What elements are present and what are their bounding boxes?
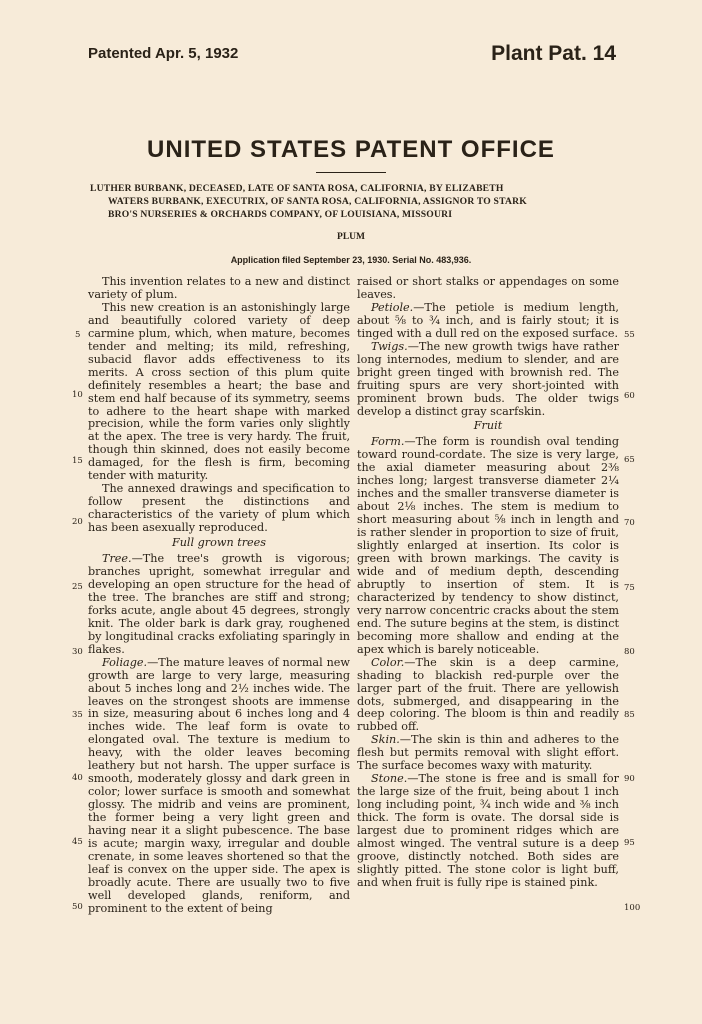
inventor-line-2: WATERS BURBANK, EXECUTRIX, OF SANTA ROSA, CALIFORNIA, ASSIGNOR TO STARK	[108, 196, 527, 207]
petiole-paragraph	[357, 302, 619, 341]
section-heading-trees: Full grown trees	[171, 536, 267, 550]
stone-label: Stone.	[371, 772, 408, 786]
drawings-paragraph: The annexed drawings and specification to follow present the distinctions and characteristics of the variety of plum which has been asexually reproduced.	[88, 482, 350, 535]
tree-label: Tree.	[102, 552, 132, 566]
line-number-left: 20	[72, 517, 83, 527]
line-number-right: 90	[624, 774, 635, 784]
petiole-text: —The petiole is medium length, about ⅝ to ¾ inch, and is fairly stout; it is tinged with a dull red on the exposed surface.	[357, 300, 619, 340]
twigs-text: —The new growth twigs have rather long internodes, medium to slender, and are bright green tinged with brownish red. The fruiting spurs are very short-jointed with prominent brown buds. The older twigs develop a distinct gray scarfskin.	[357, 339, 619, 418]
line-number-right: 75	[624, 583, 635, 593]
skin-paragraph	[357, 734, 619, 773]
line-number-right: 80	[624, 647, 635, 657]
form-label: Form.	[371, 435, 405, 449]
inventor-line-3: BRO'S NURSERIES & ORCHARDS COMPANY, OF LOUISIANA, MISSOURI	[108, 209, 453, 220]
form-text: —The form is roundish oval tending toward round-cordate. The size is very large, the axial diameter measuring about 2⅜ inches long; largest transverse diameter 2¼ inches and the smaller transverse diameter is about 2⅛ inches. The stem is medium to short measuring about ⅝ inch in length and is rather slender in proportion to size of fruit, slightly enlarged at insertion. Its color is green with brown markings. The cavity is wide and of medium depth, descending abruptly to insertion of stem. It is characterized by tendency to show distinct, very narrow concentric cracks about the stem end. The suture begins at the stem, is distinct becoming more shallow and ending at the apex which is barely noticeable.	[357, 435, 619, 656]
line-number-left: 50	[72, 902, 83, 912]
line-number-left: 35	[72, 710, 83, 720]
description-paragraph: This new creation is an astonishingly large and beautifully colored variety of deep carmine plum, which, when mature, becomes tender and melting; its mild, refreshing, subacid flavor adds effectiveness to its merits. A cross section of this plum quite definitely resembles a heart; the base and stem end half because of its symmetry, seems to adhere to the heart shape with marked precision, while the form varies only slightly at the apex. The tree is very hardy. The fruit, though thin skinned, does not easily become damaged, for the flesh is firm, becoming tender with maturity.	[88, 300, 350, 483]
title-rule	[316, 172, 386, 173]
line-number-left: 30	[72, 647, 83, 657]
patent-number: Plant Pat. 14	[491, 42, 616, 65]
line-number-left: 40	[72, 773, 83, 783]
continuation-paragraph: raised or short stalks or appendages on some leaves.	[357, 275, 619, 301]
stone-text: —The stone is free and is small for the large size of the fruit, being about 1 inch long including point, ¾ inch wide and ⅜ inch thick. The form is ovate. The dorsal side is largest due to prominent ridges which are almost winged. The ventral suture is a deep groove, distinctly notched. Both sides are slightly pitted. The stone color is light buff, and when fruit is fully ripe is stained pink.	[357, 772, 619, 889]
color-paragraph	[357, 657, 619, 735]
line-number-left: 5	[75, 330, 81, 340]
inventor-block	[90, 182, 610, 221]
right-column	[357, 276, 619, 890]
line-number-left: 25	[72, 582, 83, 592]
foliage-paragraph	[88, 657, 350, 916]
section-heading-fruit: Fruit	[473, 419, 503, 433]
tree-text: —The tree's growth is vigorous; branches upright, somewhat irregular and developing an open structure for the head of the tree. The branches are stiff and strong; forks acute, angle about 45 degrees, strongly knit. The older bark is dark gray, roughened by longitudinal cracks exfoliating sparingly in flakes.	[88, 552, 350, 656]
line-number-right: 85	[624, 710, 635, 720]
inventor-line-1: LUTHER BURBANK, DECEASED, LATE OF SANTA ROSA, CALIFORNIA, BY ELIZABETH	[90, 183, 504, 194]
line-number-right: 65	[624, 455, 635, 465]
skin-text: —The skin is thin and adheres to the flesh but permits removal with slight effort. The surface becomes waxy with maturity.	[357, 733, 619, 773]
foliage-text: —The mature leaves of normal new growth are large to very large, measuring about 5 inches long and 2½ inches wide. The leaves on the strongest shoots are immense in size, measuring about 6 inches long and 4 inches wide. The leaf form is ovate to elongated oval. The texture is medium to heavy, with the older leaves becoming leathery but not harsh. The upper surface is smooth, moderately glossy and dark green in color; lower surface is smooth and somewhat glossy. The midrib and veins are prominent, the former being a very light green and having near it a slight pubescence. The base is acute; margin waxy, irregular and double crenate, in some leaves shortened so that the leaf is convex on the upper side. The apex is broadly acute. There are usually two to five well developed glands, reniform, and prominent to the extent of being	[88, 655, 350, 915]
patent-date: Patented Apr. 5, 1932	[88, 45, 239, 62]
line-number-right: 95	[624, 838, 635, 848]
color-text: —The skin is a deep carmine, shading to blackish red-purple over the larger part of the fruit. There are yellowish dots, submerged, and disappearing in the deep coloring. The bloom is thin and readily rubbed off.	[357, 655, 619, 734]
twigs-paragraph	[357, 341, 619, 419]
stone-paragraph	[357, 773, 619, 890]
line-number-left: 15	[72, 456, 83, 466]
foliage-label: Foliage.	[102, 655, 148, 669]
tree-paragraph	[88, 553, 350, 657]
line-number-right: 100	[624, 903, 641, 913]
line-number-left: 10	[72, 390, 83, 400]
line-number-right: 70	[624, 518, 635, 528]
application-filed: Application filed September 23, 1930. Serial No. 483,936.	[230, 255, 472, 265]
line-number-left: 45	[72, 837, 83, 847]
line-number-right: 55	[624, 330, 635, 340]
petiole-label: Petiole.	[371, 300, 414, 314]
form-paragraph	[357, 436, 619, 656]
left-column	[88, 276, 350, 916]
color-label: Color.	[371, 655, 405, 669]
twigs-label: Twigs.	[371, 339, 408, 353]
skin-label: Skin.	[371, 733, 400, 747]
invention-title: PLUM	[337, 232, 365, 242]
line-number-right: 60	[624, 391, 635, 401]
office-title: UNITED STATES PATENT OFFICE	[147, 136, 555, 163]
intro-paragraph: This invention relates to a new and distinct variety of plum.	[88, 275, 350, 301]
